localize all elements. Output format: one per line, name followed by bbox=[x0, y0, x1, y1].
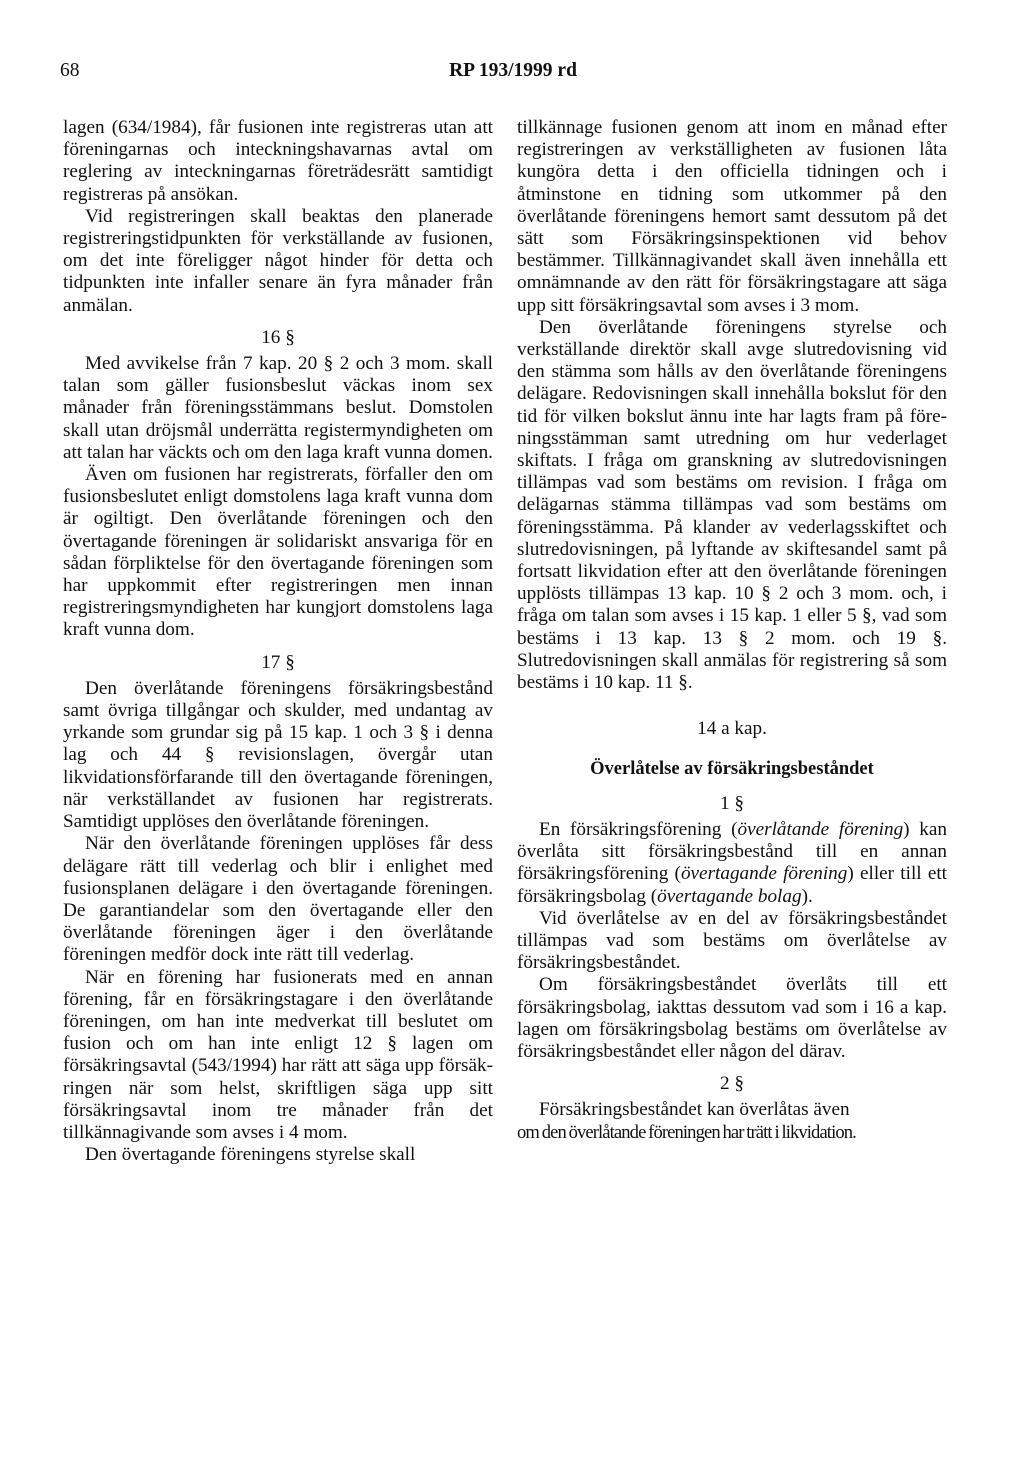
defined-term: övertagande förening bbox=[680, 863, 848, 885]
text-run: En försäkringsförening ( bbox=[539, 818, 738, 840]
defined-term: övertagande bolag bbox=[657, 885, 802, 907]
page-header bbox=[60, 60, 966, 90]
paragraph: Även om fusionen har registrerats, förfaller den om fusionsbeslutet enligt domstolens laga kraft vunna dom är ogiltigt. Den överlåtande föreningen och den övertagande föreningen är solidariskt ansvariga för en sådan förpliktelse för den övertagande föreningen som har uppkommit efter registreringen men innan registreringsmyndigheten har kungjort domstolens laga kraft vunna dom. bbox=[63, 464, 493, 641]
paragraph: lagen (634/1984), får fusionen inte registreras utan att föreningarnas och inteckningshavarnas avtal om reglering av inteckningarnas företrädesrätt samtidigt registreras på ansökan. bbox=[63, 117, 493, 205]
left-column bbox=[63, 117, 493, 1166]
paragraph: När en förening har fusionerats med en annan förening, får en försäkringstagare i den överlåtande föreningen, om han inte medverkat till beslutet om fusion och om han inte enligt 12 § lagen om försäkringsavtal (543/1994) har rätt att säga upp försäkringen när som helst, skriftligen säga upp sitt försäkringsavtal inom tre månader från det tillkännagivande som avses i 4 mom. bbox=[63, 966, 493, 1143]
paragraph: Vid överlåtelse av en del av försäkringsbeståndet tillämpas vad som bestäms om överlåtelse av försäkringsbeståndet. bbox=[517, 907, 947, 974]
section-heading-16: 16 § bbox=[261, 326, 295, 348]
paragraph-continued: om den överlåtande föreningen har trätt i likvidation. bbox=[517, 1121, 856, 1143]
paragraph: tillkännage fusionen genom att inom en månad efter registreringen av verkställigheten av fusionen låta kungöra detta i den officiella tidningen och i åtminstone en tidning som utkommer på den överlåtande föreningens hemort samt dessutom på det sätt som Försäkringsinspektionen vid behov bestämmer. Tillkännagivandet skall även innehålla ett omnämnande av den rätt för försäkringstagare att säga upp sitt försäkringsavtal som avses i 3 mom. bbox=[517, 117, 947, 316]
paragraph: Den överlåtande föreningens styrelse och verkställande direktör skall avge slutredovisning vid den stämma som hålls av den överlåtande föreningens delägare. Redovisningen skall innehålla bokslut för den tid för vilken bokslut ännu inte har lagts fram på föreningsstämman samt utredning om hur vederlaget skiftats. I fråga om granskning av slutredovisningen tillämpas vad som bestäms om revision. I fråga om delägarnas stämma tillämpas vad som bestäms om föreningsstämma. På klander av vederlagsskiftet och slutredovisningen, på lyftande av skiftesandel samt på fortsatt likvidation efter att den överlåtande föreningen upplösts tillämpas 13 kap. 10 § 2 och 3 mom. och, i fråga om talan som avses i 15 kap. 1 eller 5 §, vad som bestäms i 13 kap. 13 § 2 mom. och 19 §. Slutredovisningen skall anmälas för registrering så som bestäms i 10 kap. 11 §. bbox=[517, 316, 947, 694]
paragraph: När den överlåtande föreningen upplöses får dess delägare rätt till vederlag och blir i enlighet med fusionsplanen delägare i den övertagande föreningen. De garantiandelar som den övertagande eller den överlåtande föreningen äger i den överlåtande föreningen medför dock inte rätt till vederlag. bbox=[63, 833, 493, 966]
chapter-heading: 14 a kap. bbox=[697, 718, 767, 740]
paragraph: Den övertagande föreningens styrelse skall bbox=[85, 1144, 416, 1166]
page-number: 68 bbox=[60, 60, 80, 81]
chapter-title: Överlåtelse av försäkringsbeståndet bbox=[590, 759, 874, 780]
section-heading-2: 2 § bbox=[720, 1073, 744, 1095]
text-run: ) kan överlåta sitt försäkringsbestånd till en annan försäkringsförening ( bbox=[517, 818, 947, 885]
paragraph: Vid registreringen skall beaktas den planerade registreringstidpunkten för verkställande av fusionen, om det inte föreligger något hinder för detta och tidpunkten inte infaller senare än fyra månader från anmälan. bbox=[63, 205, 493, 316]
paragraph: Den överlåtande föreningens försäkringsbestånd samt övriga tillgångar och skulder, med undantag av yrkande som grundar sig på 15 kap. 1 och 3 § i denna lag och 44 § revisionslagen, övergår utan likvidationsförfarande till den övertagande föreningen, när verkställandet av fusionen har registrerats. Samtidigt upplöses den överlåtande föreningen. bbox=[63, 677, 493, 833]
defined-term: överlåtande förening bbox=[737, 818, 904, 840]
paragraph: Med avvikelse från 7 kap. 20 § 2 och 3 mom. skall talan som gäller fusionsbeslut väckas inom sex månader från föreningsstämmans beslut. Domstolen skall utan dröjsmål underrätta registermyndigheten om att talan har väckts och om den laga kraft vunna domen. bbox=[63, 353, 493, 463]
paragraph bbox=[517, 819, 947, 908]
running-title: RP 193/1999 rd bbox=[449, 60, 577, 81]
section-heading-17: 17 § bbox=[261, 651, 295, 673]
right-column bbox=[517, 117, 947, 1144]
paragraph: Om försäkringsbeståndet överlåts till ett försäkringsbolag, iakttas dessutom vad som i 16 a kap. lagen om försäkringsbolag bestäms om överlåtelse av försäkringsbeståndet eller någon del därav. bbox=[517, 974, 947, 1062]
text-run: ). bbox=[801, 885, 813, 907]
text-run: ) eller till ett försäkringsbolag ( bbox=[517, 863, 947, 907]
section-heading-1: 1 § bbox=[720, 792, 744, 814]
paragraph: Försäkringsbeståndet kan överlåtas även bbox=[539, 1099, 850, 1121]
